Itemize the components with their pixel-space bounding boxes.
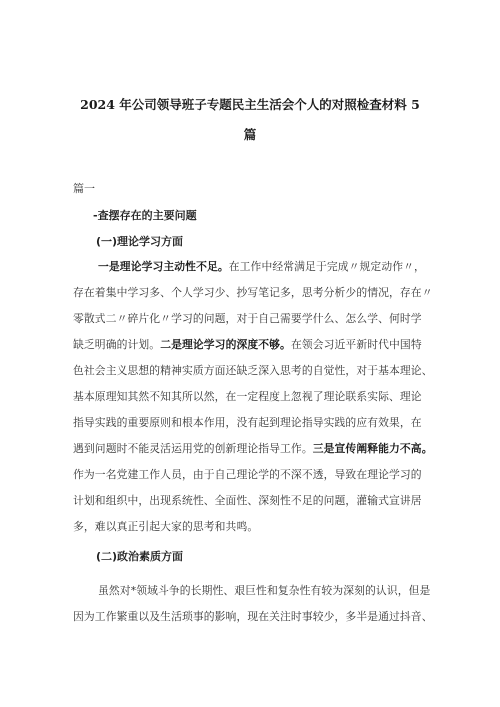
paragraph-line: 计划和组织中，出现系统性、全面性、深刻性不足的问题，灌输式宣讲居	[73, 494, 422, 507]
text-run: 在工作中经常满足于完成〃规定动作〃，	[228, 260, 425, 273]
document-title-line-1: 2024 年公司领导班子专题民主生活会个人的对照检查材料 5	[80, 97, 420, 112]
paragraph-line: 因为工作繁重以及生活琐事的影响，现在关注时事较少，多半是通过抖音、	[73, 610, 433, 623]
paragraph-line: 零散式二〃碎片化〃学习的问题，对于自己需要学什么、怎么学、何时学	[73, 312, 422, 325]
paragraph-line: 多，难以真正引起大家的思考和共鸣。	[73, 520, 259, 533]
text-run: 遇到问题时不能灵活运用党的创新理论指导工作。	[73, 442, 313, 455]
main-heading: -查摆存在的主要问题	[93, 209, 197, 222]
paragraph-line	[73, 441, 433, 456]
text-run: 在领会习近平新时代中国特	[290, 338, 422, 351]
paragraph-line	[73, 337, 422, 352]
paragraph-line: 色社会主义思想的精神实质方面还缺乏深入思考的自觉性，对于基本理论、	[73, 364, 433, 377]
paragraph-line: 存在着集中学习多、个人学习少、抄写笔记多，思考分析少的情况，存在〃	[73, 286, 433, 299]
paragraph-line	[98, 259, 425, 274]
section-label: 篇一	[73, 182, 95, 195]
bold-phrase: 三是宣传阐释能力不高。	[312, 442, 433, 455]
paragraph-line: 指导实践的重要原则和根本作用，没有起到理论指导实践的应有效果，在	[73, 416, 422, 429]
paragraph-line: 基本原理知其然不知其所以然，在一定程度上忽视了理论联系实际、理论	[73, 390, 422, 403]
bold-phrase: 二是理论学习的深度不够。	[160, 338, 291, 351]
subheading-political-quality: (二)政治素质方面	[96, 550, 184, 563]
bold-phrase: 一是理论学习主动性不足。	[98, 260, 229, 273]
paragraph-line: 虽然对*领域斗争的长期性、艰巨性和复杂性有较为深刻的认识，但是	[98, 584, 431, 597]
subheading-theory-study: (一)理论学习方面	[96, 235, 184, 248]
text-run: 缺乏明确的计划。	[73, 338, 161, 351]
paragraph-line: 作为一名党建工作人员，由于自己理论学的不深不透，导致在理论学习的	[73, 468, 422, 481]
document-title-line-2: 篇	[243, 127, 257, 142]
